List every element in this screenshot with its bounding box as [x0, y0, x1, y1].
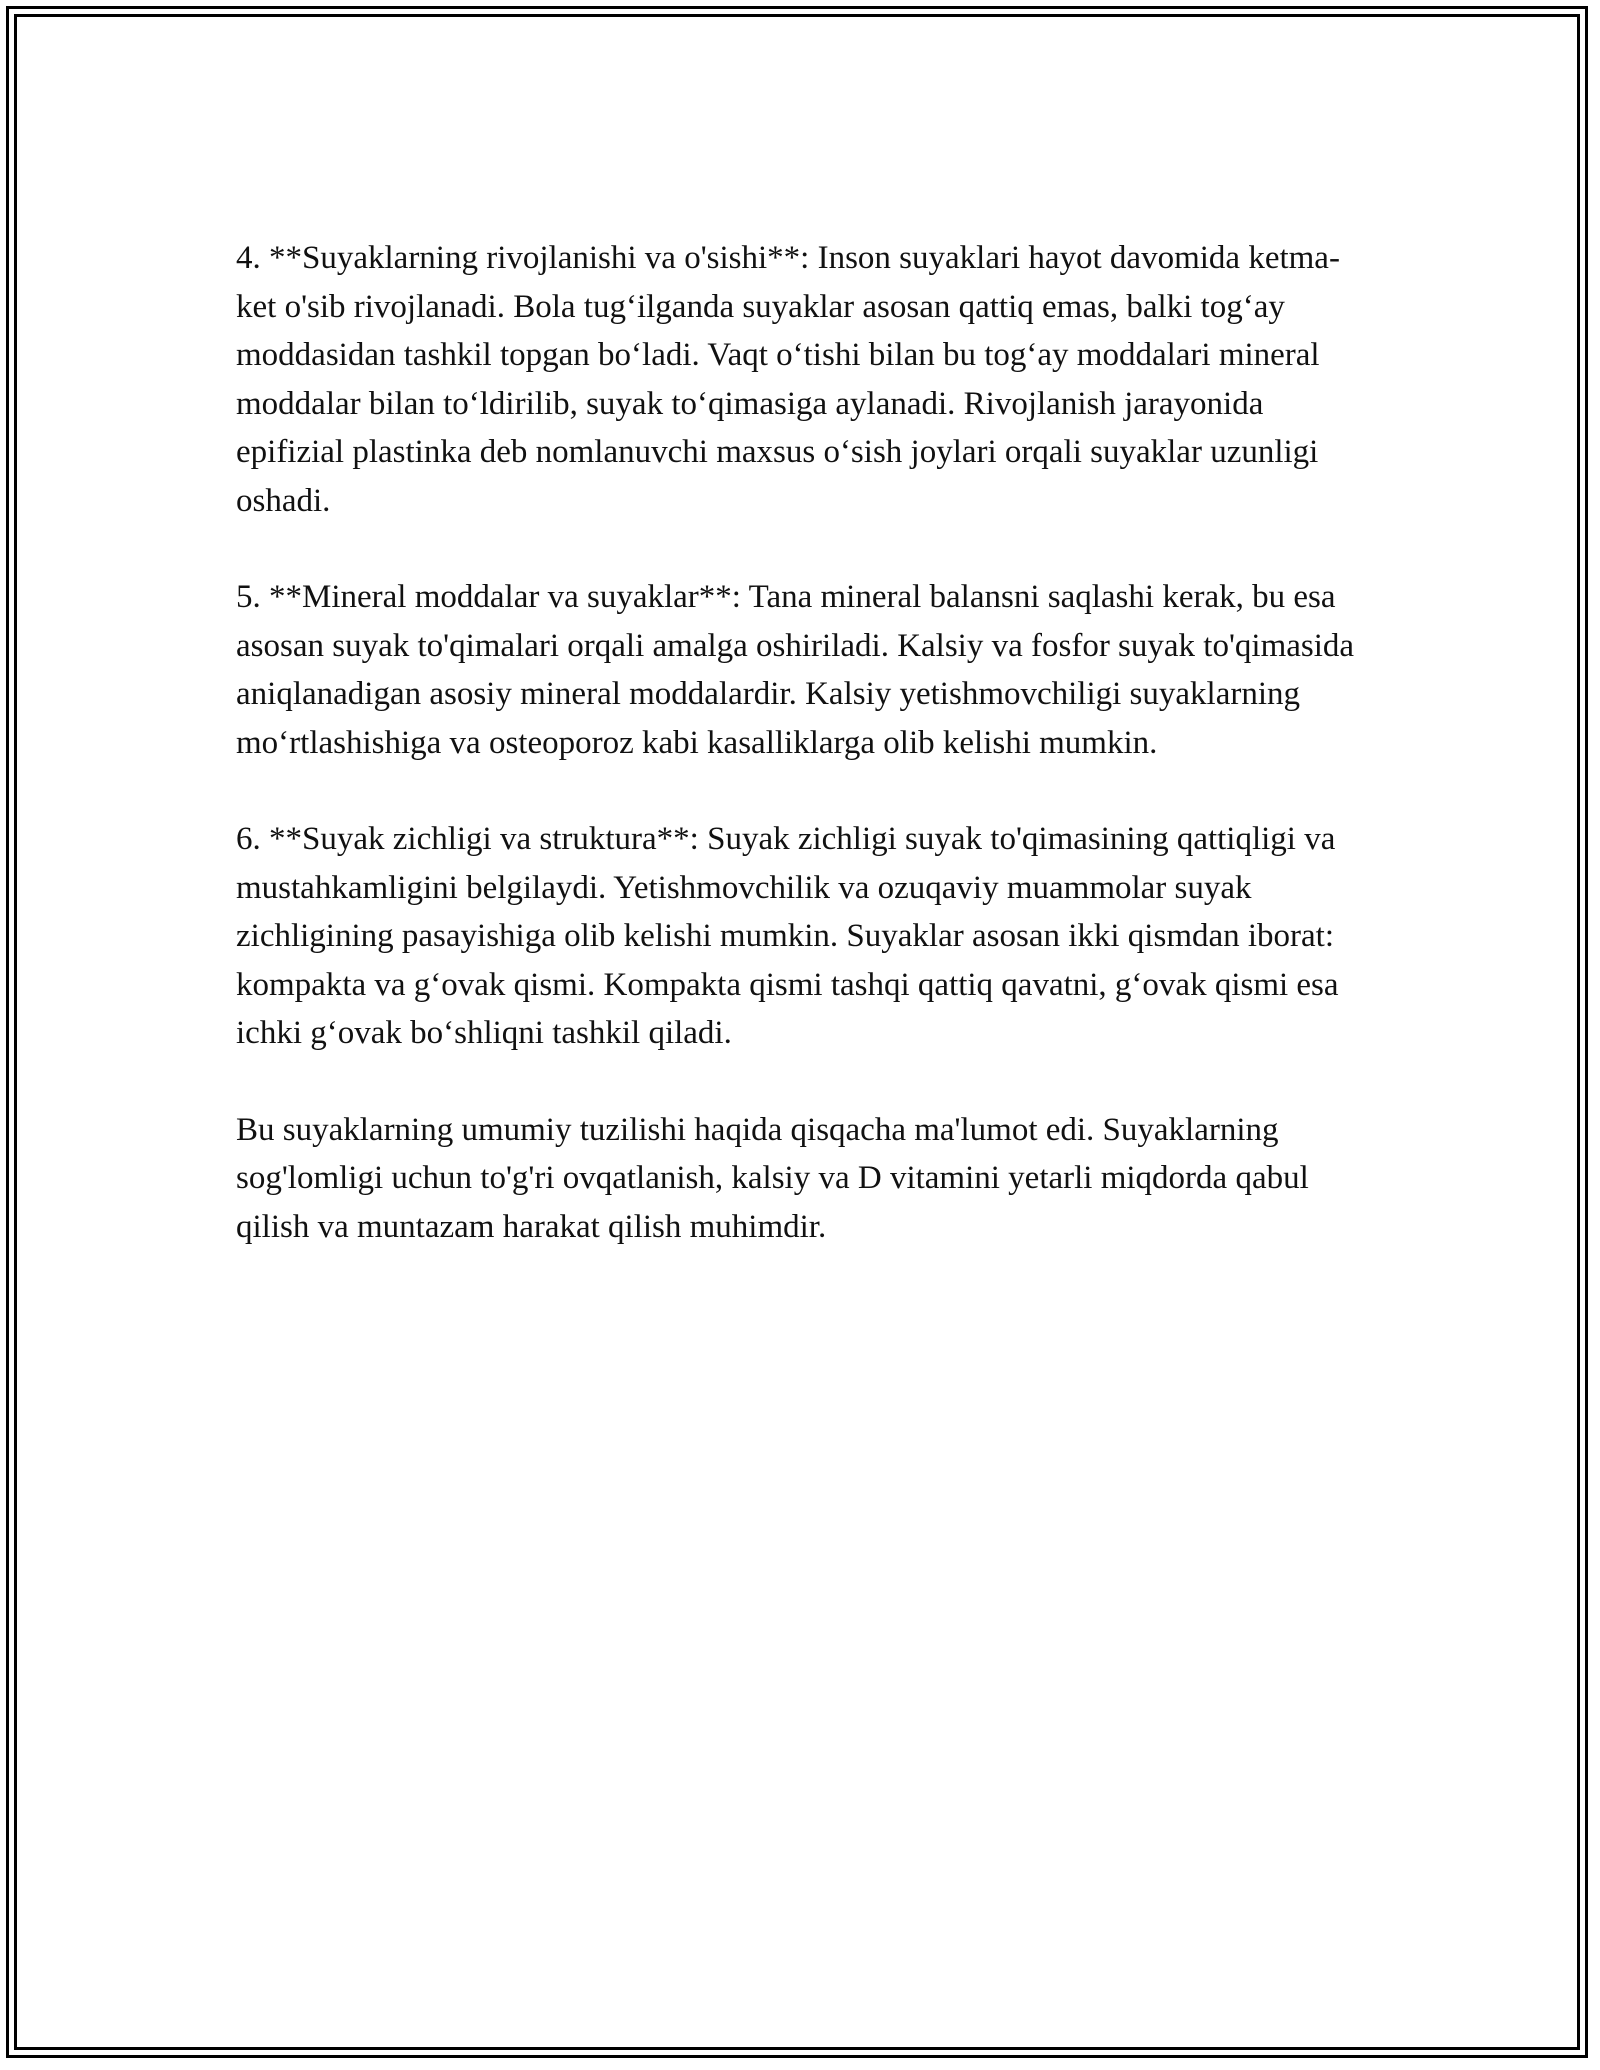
paragraph-bone-density-structure: 6. **Suyak zichligi va struktura**: Suyak zichligi suyak to'qimasining qattiqligi va mustahkamligini belgilaydi. Yetishmovchilik va ozuqaviy muammolar suyak zichligining pasayishiga olib kelishi mumkin. Suyaklar asosan ikki qismdan iborat: kompakta va g‘ovak qismi. Kompakta qismi tashqi qattiq qavatni, g‘ovak qismi esa ichki g‘ovak bo‘shliqni tashkil qiladi.	[236, 821, 1339, 1051]
paragraph-bone-development: 4. **Suyaklarning rivojlanishi va o'sishi**: Inson suyaklari hayot davomida ketma-ket o'sib rivojlanadi. Bola tug‘ilganda suyaklar asosan qattiq emas, balki tog‘ay moddasidan tashkil topgan bo‘ladi. Vaqt o‘tishi bilan bu tog‘ay moddalari mineral moddalar bilan to‘ldirilib, suyak to‘qimasiga aylanadi. Rivojlanish jarayonida epifizial plastinka deb nomlanuvchi maxsus o‘sish joylari orqali suyaklar uzunligi oshadi.	[236, 240, 1340, 519]
document-body	[236, 234, 1366, 1251]
paragraph-minerals-and-bones: 5. **Mineral moddalar va suyaklar**: Tana mineral balansni saqlashi kerak, bu esa asosan suyak to'qimalari orqali amalga oshiriladi. Kalsiy va fosfor suyak to'qimasida aniqlanadigan asosiy mineral moddalardir. Kalsiy yetishmovchiligi suyaklarning mo‘rtlashishiga va osteoporoz kabi kasalliklarga olib kelishi mumkin.	[236, 579, 1355, 761]
paragraph-conclusion: Bu suyaklarning umumiy tuzilishi haqida qisqacha ma'lumot edi. Suyaklarning sog'lomligi uchun to'g'ri ovqatlanish, kalsiy va D vitamini yetarli miqdorda qabul qilish va muntazam harakat qilish muhimdir.	[236, 1111, 1309, 1245]
